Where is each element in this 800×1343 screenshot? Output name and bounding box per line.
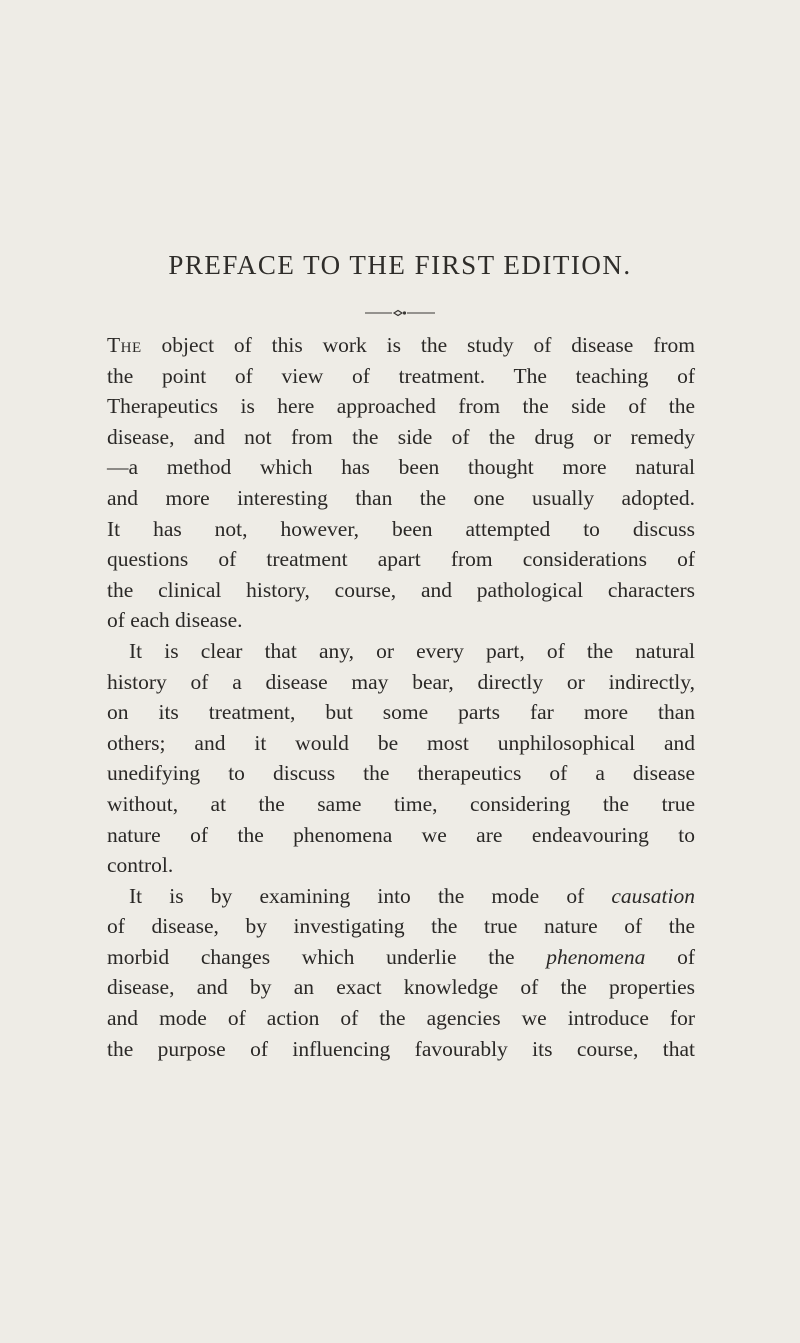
text-line: [107, 881, 695, 912]
emphasis: causation: [611, 883, 695, 908]
text-line: others; and it would be most unphilosophical and: [107, 730, 695, 755]
ornamental-rule-icon: [365, 309, 435, 317]
page-heading: PREFACE TO THE FIRST EDITION.: [168, 250, 632, 280]
line-text: It is by examining into the mode of: [129, 883, 612, 908]
text-line: and mode of action of the agencies we introduce for: [107, 1006, 695, 1031]
text-line: unedifying to discuss the therapeutics of a disease: [107, 761, 695, 786]
text-line: disease, and not from the side of the drug or remedy: [107, 424, 695, 449]
text-line: disease, and by an exact knowledge of the properties: [107, 975, 695, 1000]
text-line: —a method which has been thought more natural: [107, 455, 695, 480]
text-line: questions of treatment apart from considerations of: [107, 547, 695, 572]
text-line: the clinical history, course, and pathological characters: [107, 577, 695, 602]
text-line: on its treatment, but some parts far more than: [107, 700, 695, 725]
text-line: of each disease.: [107, 608, 243, 633]
preface-text: [107, 330, 695, 1064]
text-line: the point of view of treatment. The teaching of: [107, 363, 695, 388]
line-text: object of this work is the study of disease from: [141, 333, 695, 357]
text-line: without, at the same time, considering the true: [107, 791, 695, 816]
text-line: and more interesting than the one usually adopted.: [107, 485, 695, 510]
text-line: nature of the phenomena we are endeavouring to: [107, 822, 695, 847]
text-line: It is clear that any, or every part, of the natural: [129, 638, 695, 663]
text-line: [107, 330, 695, 361]
line-text: morbid changes which underlie the: [107, 944, 547, 969]
text-line: Therapeutics is here approached from the side of the: [107, 394, 695, 419]
line-text: of: [645, 944, 695, 969]
text-line: history of a disease may bear, directly or indirectly,: [107, 669, 695, 694]
text-line: of disease, by investigating the true nature of the: [107, 914, 695, 939]
text-line: the purpose of influencing favourably its course, that: [107, 1036, 695, 1061]
text-line: control.: [107, 853, 174, 878]
text-line: It has not, however, been attempted to discuss: [107, 516, 695, 541]
emphasis: phenomena: [546, 944, 646, 969]
lead-word: The: [107, 333, 142, 357]
text-line: [107, 942, 695, 973]
